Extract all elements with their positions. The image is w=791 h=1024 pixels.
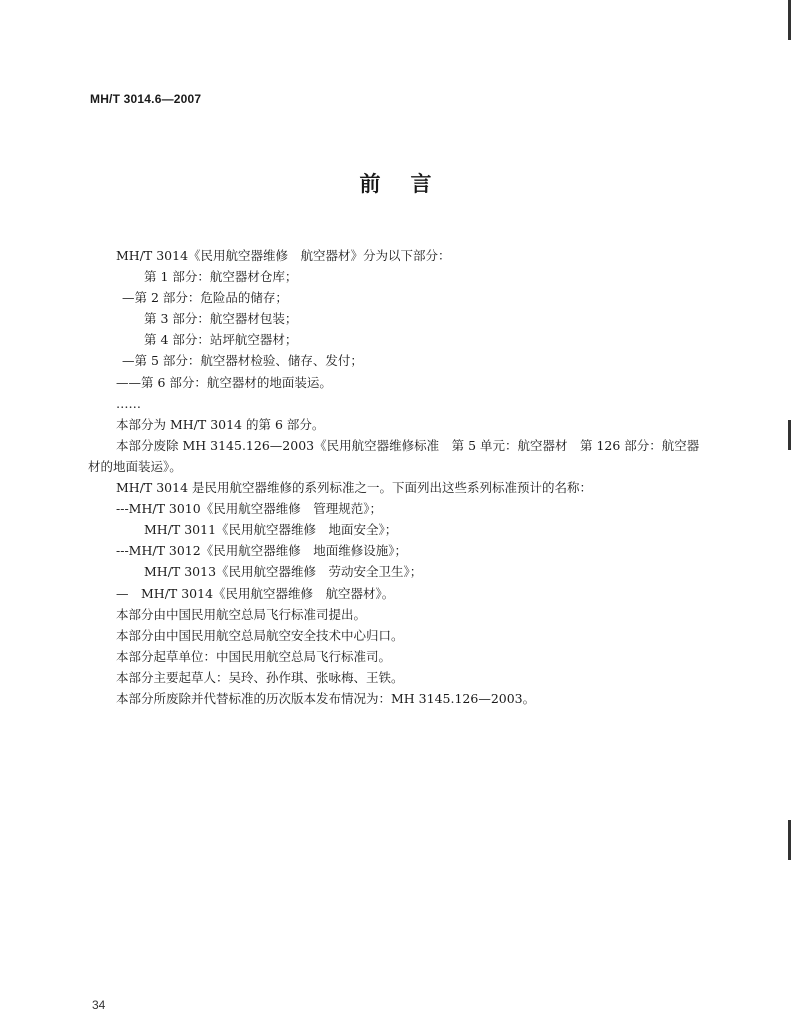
intro-line: MH/T 3014《民用航空器维修 航空器材》分为以下部分： (116, 248, 451, 263)
history-line: 本部分所废除并代替标准的历次版本发布情况为：MH 3145.126—2003。 (116, 690, 536, 706)
part-4-line: 第 4 部分：站坪航空器材； (144, 332, 298, 348)
series-item-3010: ---MH/T 3010《民用航空器维修 管理规范》； (116, 501, 382, 517)
series-item-3014: — MH/T 3014《民用航空器维修 航空器材》。 (116, 585, 395, 601)
series-item-3013: MH/T 3013《民用航空器维修 劳动安全卫生》； (144, 564, 423, 580)
drafters-line: 本部分主要起草人：吴玲、孙作琪、张咏梅、王铁。 (116, 669, 404, 685)
page-title: 前言 (359, 172, 462, 196)
series-item-3011: MH/T 3011《民用航空器维修 地面安全》； (144, 522, 398, 538)
part-1-line: 第 1 部分：航空器材仓库； (144, 269, 298, 285)
series-item-3012: ---MH/T 3012《民用航空器维修 地面维修设施》； (116, 543, 407, 559)
this-part-line: 本部分为 MH/T 3014 的第 6 部分。 (116, 416, 325, 432)
part-5-line: —第 5 部分：航空器材检验、储存、发付； (122, 353, 363, 369)
foreword-body (88, 245, 700, 709)
series-intro-line: MH/T 3014 是民用航空器维修的系列标准之一。下面列出这些系列标准预计的名称： (116, 480, 593, 496)
proposed-by-line: 本部分由中国民用航空总局飞行标准司提出。 (116, 606, 367, 622)
ellipsis-line: …… (116, 395, 141, 411)
drafting-unit-line: 本部分起草单位：中国民用航空总局飞行标准司。 (116, 648, 392, 664)
document-code: MH/T 3014.6—2007 (90, 92, 202, 106)
part-6-line: ——第 6 部分：航空器材的地面装运。 (116, 374, 332, 390)
centralized-by-line: 本部分由中国民用航空总局航空安全技术中心归口。 (116, 627, 404, 643)
part-3-line: 第 3 部分：航空器材包装； (144, 311, 298, 327)
part-2-line: —第 2 部分：危险品的储存； (122, 290, 288, 306)
replaces-paragraph: 本部分废除 MH 3145.126—2003《民用航空器维修标准 第 5 单元：航空器材 第 126 部分：航空器材的地面装运》。 (88, 437, 700, 474)
page-number: 34 (92, 998, 106, 1012)
